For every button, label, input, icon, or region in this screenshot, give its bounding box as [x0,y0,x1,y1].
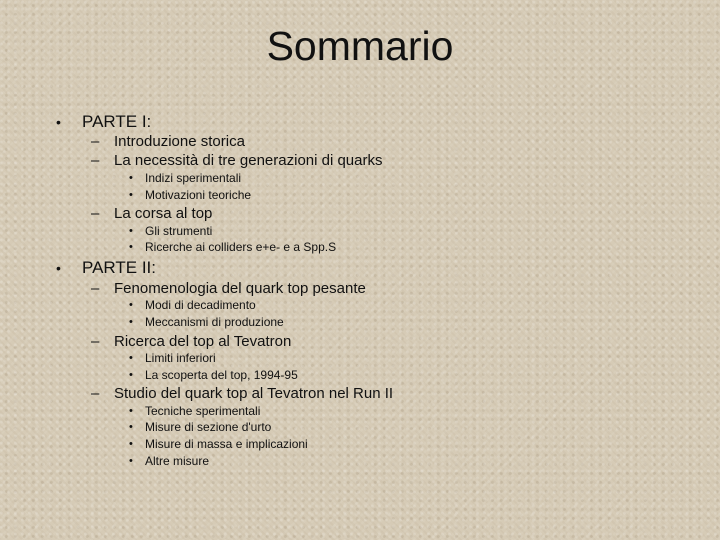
section-item [91,333,292,351]
dash: – [91,133,100,150]
sub-item-label: Misure di massa e implicazioni [145,437,308,451]
bullet: • [129,405,133,417]
sub-item-label: Indizi sperimentali [145,171,242,185]
sub-item-label: Limiti inferiori [145,351,216,365]
bullet: • [56,114,61,130]
bullet: • [56,260,61,276]
part-2-label: PARTE II: [82,258,157,277]
sub-item [129,351,216,366]
sub-item [129,224,213,239]
section-label: Fenomenologia del quark top pesante [114,280,366,297]
sub-item-label: Altre misure [145,454,210,468]
part-1-label: PARTE I: [82,112,152,131]
sub-item-label: Motivazioni teoriche [145,188,252,202]
bullet: • [129,299,133,311]
slide-title: Sommario [266,23,454,69]
bullet: • [129,316,133,328]
bullet: • [129,241,133,253]
sub-item-label: La scoperta del top, 1994-95 [145,368,298,382]
sub-item [129,315,284,330]
sub-item [129,454,210,469]
bullet: • [129,172,133,184]
dash: – [91,333,100,350]
sub-item [129,240,337,255]
sub-item-label: Gli strumenti [145,224,213,238]
sub-item-label: Misure di sezione d'urto [145,420,272,434]
section-item [91,205,213,223]
sub-item-label: Ricerche ai colliders e+e- e a Spp.S [145,240,337,254]
dash: – [91,152,100,169]
bullet: • [129,369,133,381]
dash: – [91,205,100,222]
sub-item [129,298,256,313]
section-label: La corsa al top [114,205,213,222]
dash: – [91,385,100,402]
section-label: Studio del quark top al Tevatron nel Run II [114,385,394,402]
bullet: • [129,352,133,364]
bullet: • [129,438,133,450]
section-item [91,133,245,151]
sub-item [129,171,242,186]
part-1-heading [56,112,152,132]
sub-item-label: Tecniche sperimentali [145,404,261,418]
section-label: La necessità di tre generazioni di quarks [114,152,383,169]
bullet: • [129,189,133,201]
part-2-heading [56,258,157,278]
sub-item [129,368,298,383]
sub-item-label: Modi di decadimento [145,298,256,312]
sub-item [129,420,272,435]
section-label: Ricerca del top al Tevatron [114,333,292,350]
sub-item-label: Meccanismi di produzione [145,315,284,329]
sub-item [129,437,308,452]
bullet: • [129,455,133,467]
section-item [91,152,383,170]
bullet: • [129,225,133,237]
section-item [91,385,394,403]
sub-item [129,404,261,419]
sub-item [129,188,252,203]
dash: – [91,280,100,297]
section-label: Introduzione storica [114,133,245,150]
section-item [91,280,366,298]
bullet: • [129,421,133,433]
